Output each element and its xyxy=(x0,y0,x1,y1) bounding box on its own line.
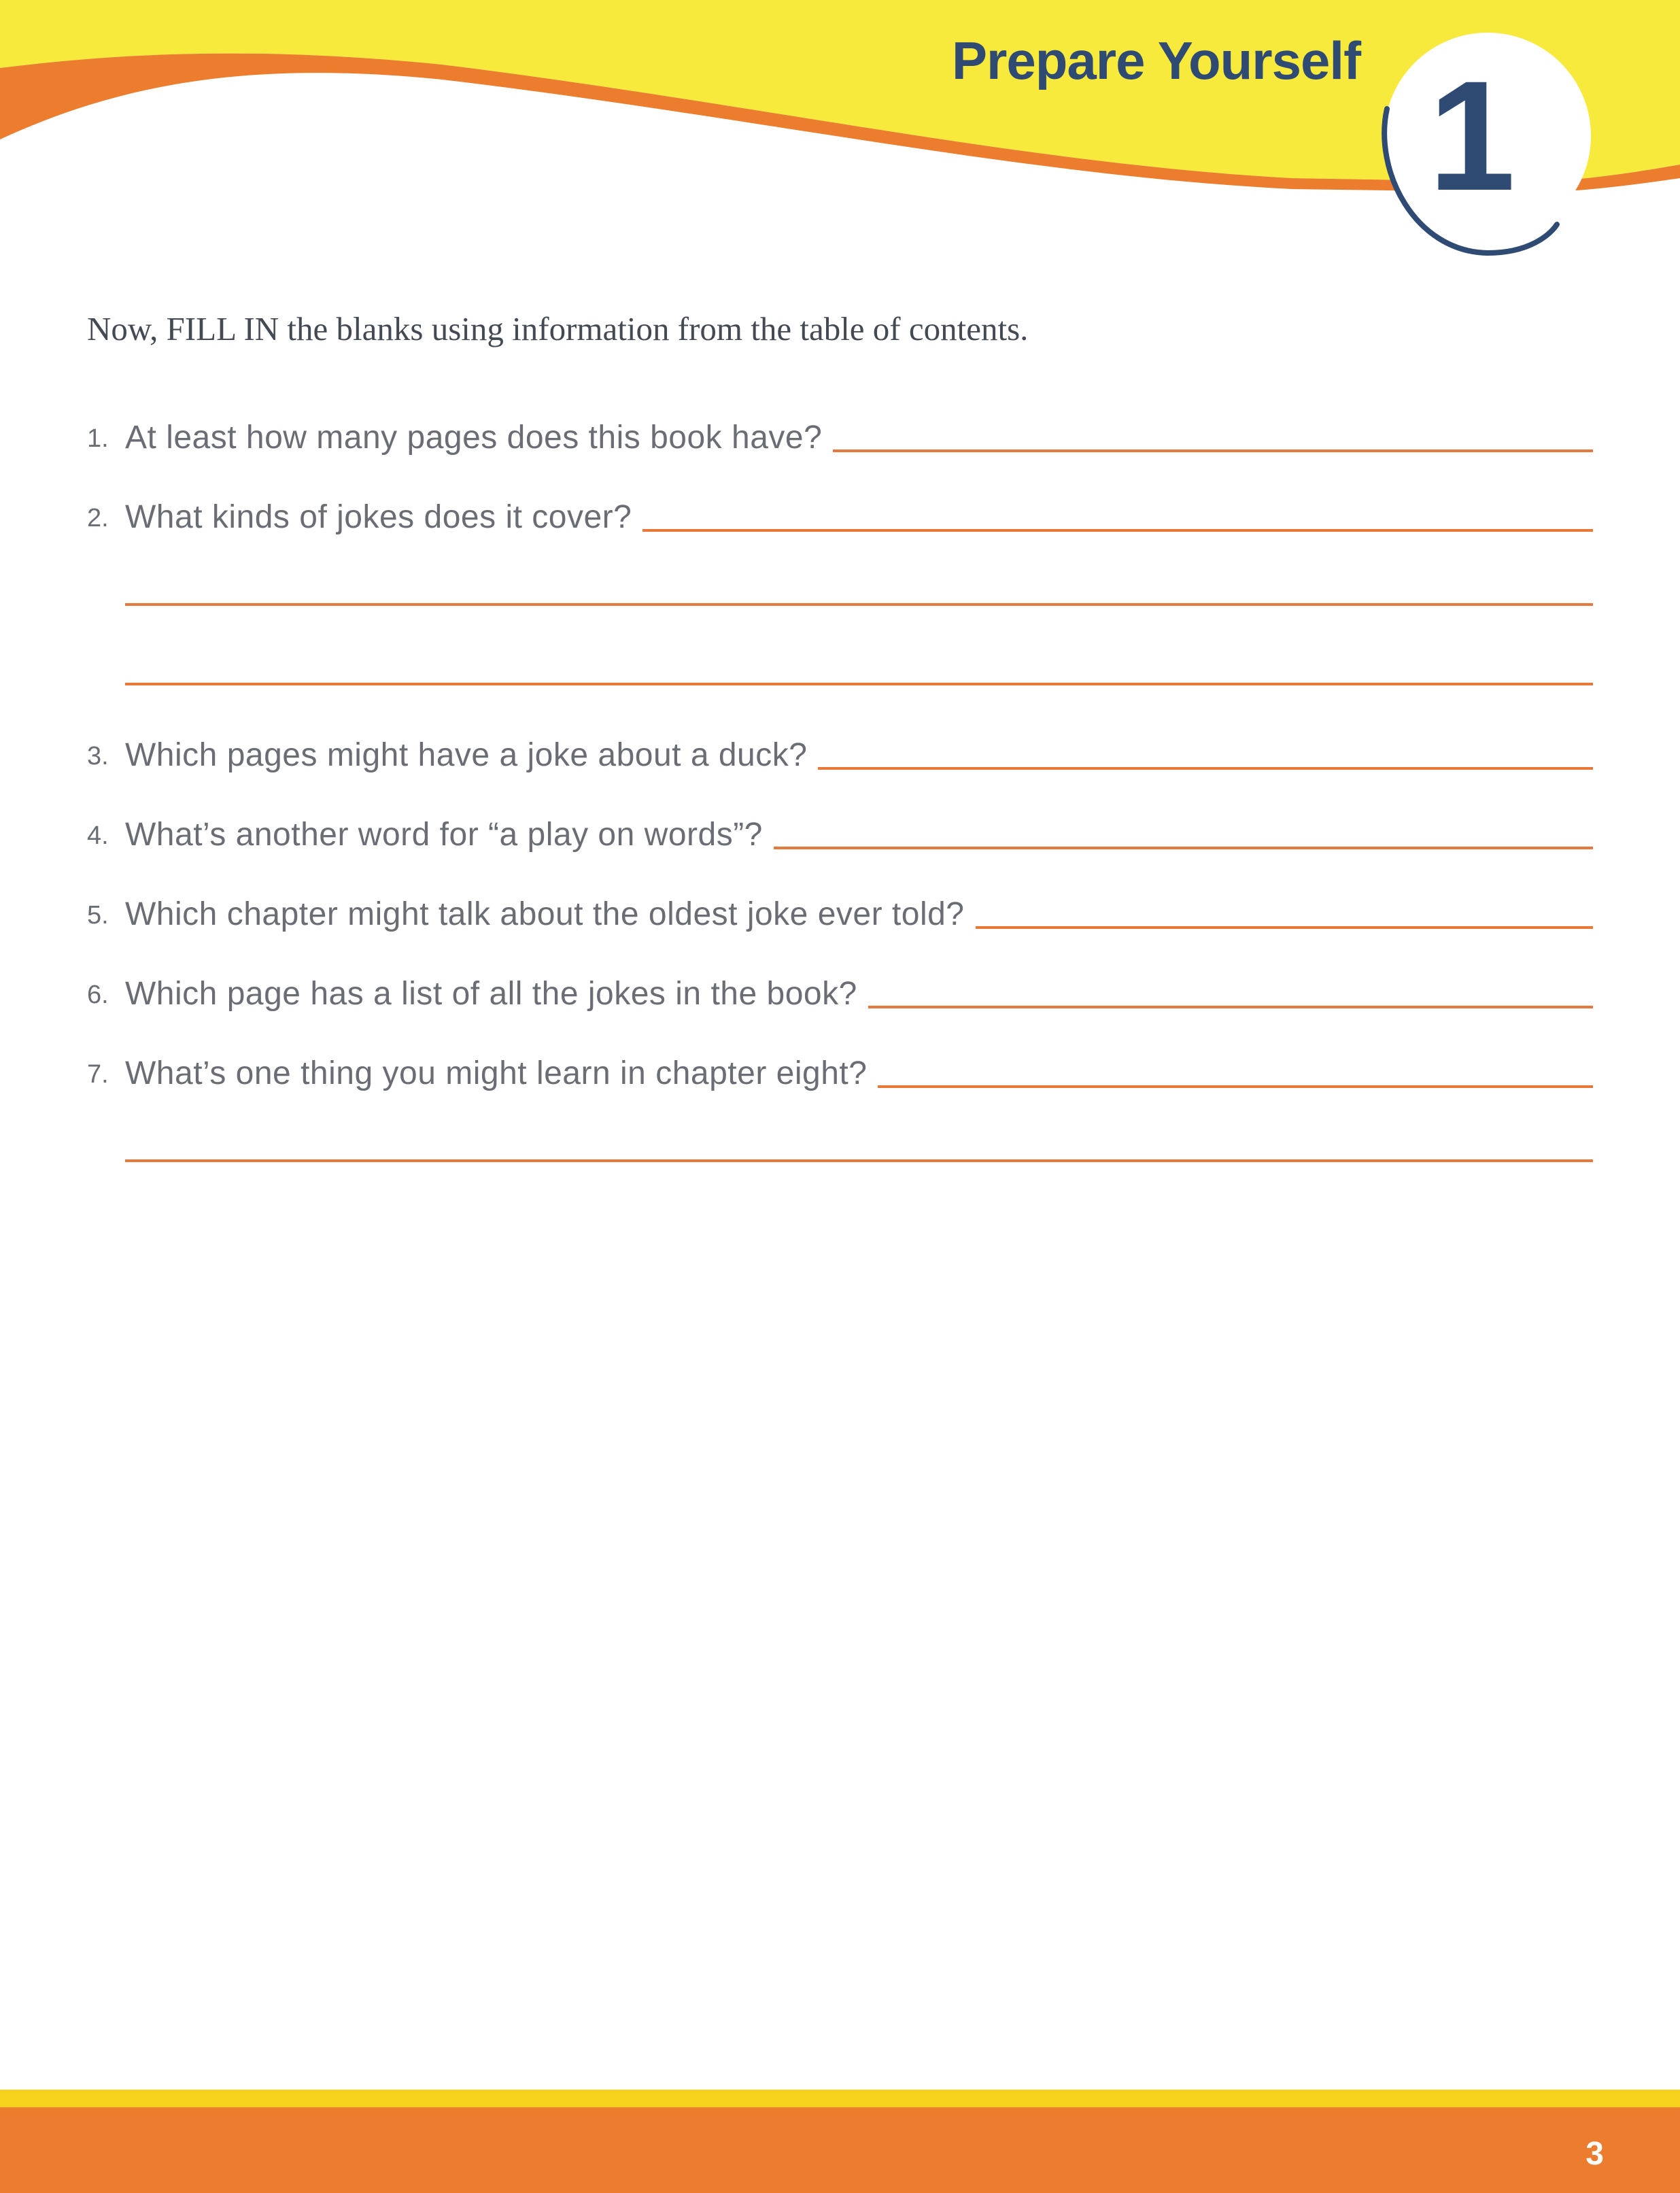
question-number: 2. xyxy=(87,504,109,532)
question-number: 1. xyxy=(87,424,109,453)
question-text: Which pages might have a joke about a duck? xyxy=(125,737,808,773)
page-number: 3 xyxy=(1585,2136,1604,2172)
question-text: Which chapter might talk about the oldest joke ever told? xyxy=(125,896,965,932)
question-2 xyxy=(87,484,1593,539)
chapter-number: 1 xyxy=(1428,48,1515,223)
answer-blank-3[interactable] xyxy=(818,767,1593,770)
answer-blank-7[interactable] xyxy=(878,1085,1593,1088)
question-text: What’s one thing you might learn in chapter eight? xyxy=(125,1055,868,1091)
page-title: Prepare Yourself xyxy=(952,31,1361,90)
footer-band xyxy=(0,2090,1680,2193)
question-7 xyxy=(87,1040,1593,1095)
question-text: What kinds of jokes does it cover? xyxy=(125,499,632,535)
answer-blank-4[interactable] xyxy=(774,847,1593,849)
question-text: Which page has a list of all the jokes in the book? xyxy=(125,976,857,1012)
instructions: Now, FILL IN the blanks using information from the table of contents. xyxy=(87,310,1029,347)
question-text: At least how many pages does this book have? xyxy=(125,420,823,456)
question-number: 4. xyxy=(87,821,109,850)
answer-line-2c[interactable] xyxy=(125,683,1593,685)
answer-line-7b[interactable] xyxy=(125,1159,1593,1162)
answer-line-2b[interactable] xyxy=(125,603,1593,606)
question-4 xyxy=(87,802,1593,856)
question-6 xyxy=(87,961,1593,1015)
question-1 xyxy=(87,405,1593,459)
answer-blank-1[interactable] xyxy=(833,449,1593,452)
answer-blank-6[interactable] xyxy=(868,1006,1593,1008)
question-3 xyxy=(87,722,1593,777)
question-number: 5. xyxy=(87,901,109,930)
question-number: 3. xyxy=(87,742,109,770)
question-number: 6. xyxy=(87,981,109,1009)
answer-blank-2[interactable] xyxy=(642,529,1593,532)
question-text: What’s another word for “a play on words”? xyxy=(125,817,763,853)
question-number: 7. xyxy=(87,1060,109,1089)
answer-blank-5[interactable] xyxy=(976,926,1594,929)
question-5 xyxy=(87,881,1593,936)
